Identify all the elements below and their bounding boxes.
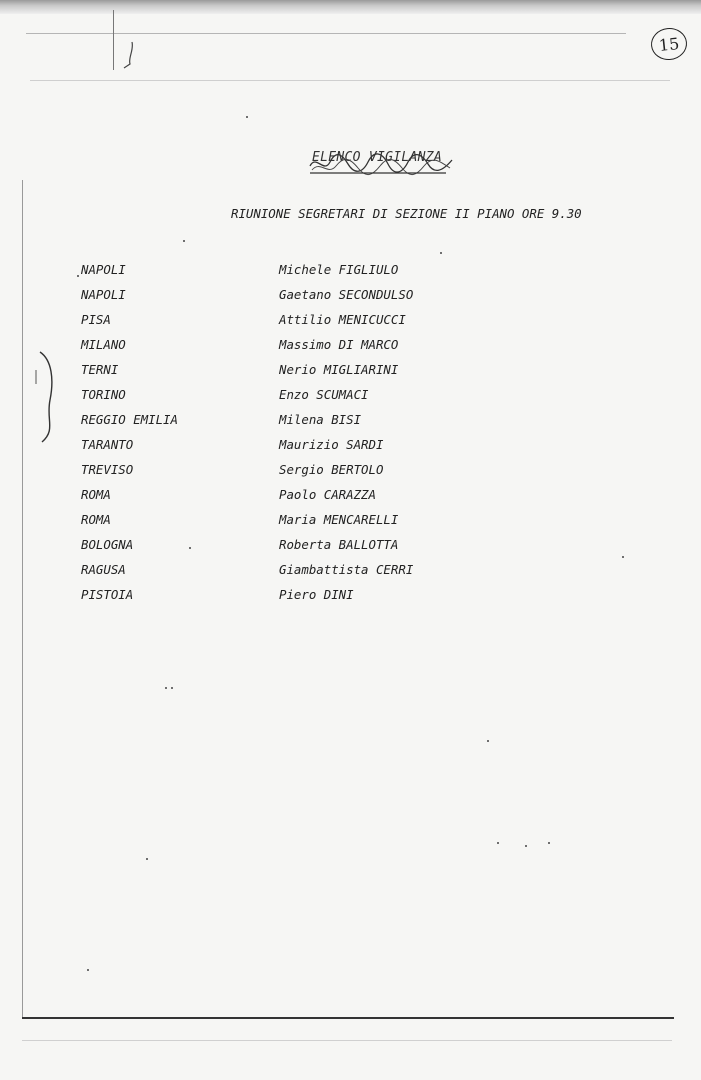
roster-row (0, 337, 701, 357)
roster-row (0, 512, 701, 532)
roster-city: ROMA (81, 487, 111, 502)
scan-speck (246, 116, 248, 118)
roster-city: ROMA (81, 512, 111, 527)
scan-speck (487, 740, 489, 742)
roster-person: Enzo SCUMACI (279, 387, 369, 402)
roster-person: Nerio MIGLIARINI (279, 362, 399, 377)
page-number-circled (649, 26, 688, 62)
roster-person: Michele FIGLIULO (279, 262, 399, 277)
scan-speck (189, 547, 191, 549)
roster-person: Milena BISI (279, 412, 362, 427)
roster-row (0, 562, 701, 582)
roster-city: TORINO (81, 387, 126, 402)
roster-city: REGGIO EMILIA (81, 412, 178, 427)
roster-person: Massimo DI MARCO (279, 337, 399, 352)
roster-row (0, 487, 701, 507)
scan-speck (548, 842, 550, 844)
scan-artifact-line (22, 1040, 672, 1041)
roster-row (0, 387, 701, 407)
handwritten-tick-mark (120, 40, 140, 70)
scan-speck (171, 687, 173, 689)
roster-city: MILANO (81, 337, 126, 352)
roster-person: Paolo CARAZZA (279, 487, 376, 502)
roster-city: BOLOGNA (81, 537, 134, 552)
scan-artifact-mark (113, 10, 114, 70)
roster-city: PISA (81, 312, 111, 327)
scan-artifact-line (30, 80, 670, 81)
roster-row (0, 287, 701, 307)
scan-speck (525, 845, 527, 847)
roster-person: Giambattista CERRI (279, 562, 414, 577)
scan-speck (440, 252, 442, 254)
roster-person: Piero DINI (279, 587, 354, 602)
roster-row (0, 462, 701, 482)
roster-city: NAPOLI (81, 287, 126, 302)
scan-artifact-line (26, 33, 626, 34)
roster-row (0, 437, 701, 457)
scan-speck (146, 858, 148, 860)
roster-city: TREVISO (81, 462, 134, 477)
document-subtitle: RIUNIONE SEGRETARI DI SEZIONE II PIANO ORE 9.30 (231, 206, 582, 221)
scan-speck (165, 687, 167, 689)
scan-speck (87, 969, 89, 971)
roster-person: Gaetano SECONDULSO (279, 287, 414, 302)
page-bottom-edge (22, 1017, 674, 1019)
roster-person: Attilio MENICUCCI (279, 312, 406, 327)
roster-row (0, 362, 701, 382)
roster-city: RAGUSA (81, 562, 126, 577)
roster-city: TARANTO (81, 437, 134, 452)
roster-city: NAPOLI (81, 262, 126, 277)
roster-row (0, 587, 701, 607)
scan-speck (183, 240, 185, 242)
scan-top-edge (0, 0, 701, 14)
roster-row (0, 312, 701, 332)
roster-row (0, 412, 701, 432)
roster-city: PISTOIA (81, 587, 134, 602)
page-number-text: 15 (657, 33, 681, 55)
scan-speck (497, 842, 499, 844)
scan-speck (77, 275, 79, 277)
roster-person: Maurizio SARDI (279, 437, 384, 452)
roster-row (0, 262, 701, 282)
roster-person: Maria MENCARELLI (279, 512, 399, 527)
scan-speck (622, 556, 624, 558)
roster-row (0, 537, 701, 557)
document-title: ELENCO VIGILANZA (312, 150, 443, 165)
roster-city: TERNI (81, 362, 119, 377)
roster-person: Sergio BERTOLO (279, 462, 384, 477)
roster-person: Roberta BALLOTTA (279, 537, 399, 552)
